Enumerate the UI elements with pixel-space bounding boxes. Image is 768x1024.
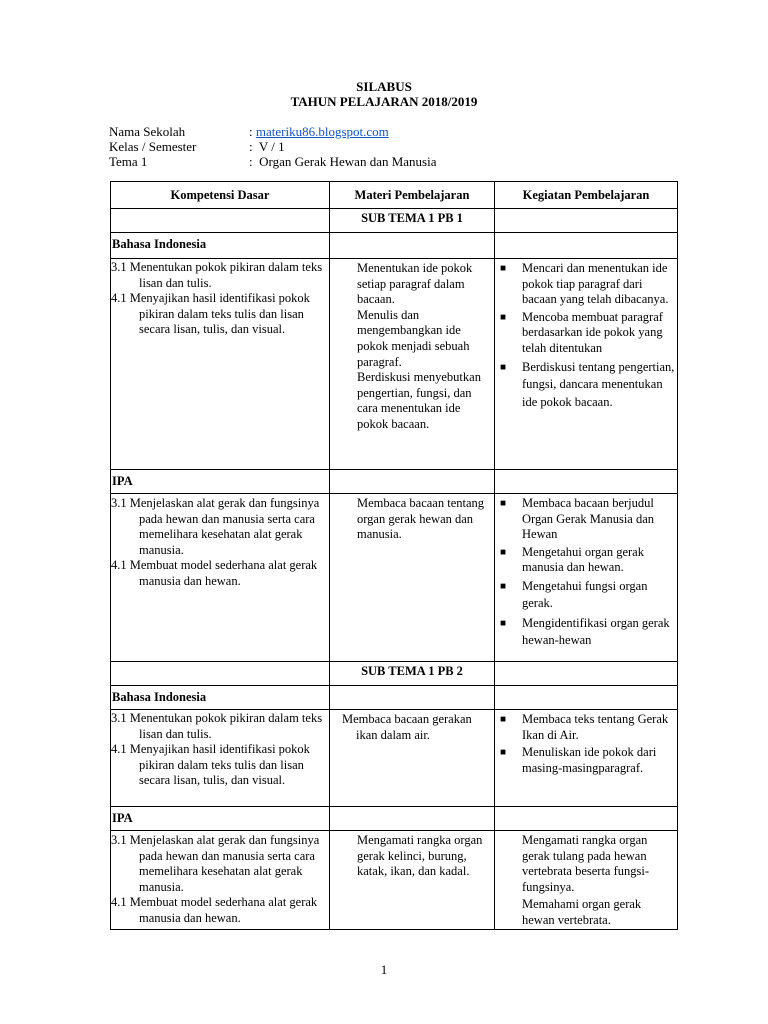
subject-label: IPA: [111, 470, 330, 494]
header-materi: Materi Pembelajaran: [330, 182, 495, 209]
header-kegiatan: Kegiatan Pembelajaran: [495, 182, 678, 209]
document-title: SILABUS: [356, 79, 412, 94]
subtema-row-2: [111, 662, 678, 686]
kd-list: 3.1 Menjelaskan alat gerak dan fungsinya pada hewan dan manusia serta cara memelihara kesehatan alat gerak manusia. 4.1 Membuat model sederhana alat gerak manusia dan hewan.: [111, 496, 320, 588]
page-number: 1: [380, 962, 388, 977]
subject-row-bahasa: [111, 686, 678, 710]
table-row: [111, 259, 678, 470]
kd-list: 3.1 Menentukan pokok pikiran dalam teks lisan dan tulis. 4.1 Menyajikan hasil identifikasi pokok pikiran dalam teks tulis dan lisan secara lisan, tulis, dan visual.: [111, 260, 323, 337]
subject-label: IPA: [111, 807, 330, 831]
table-row: [111, 710, 678, 807]
kegiatan-list: ■ Membaca teks tentang Gerak Ikan di Air. ■ Menuliskan ide pokok dari masing-masingparagraf.: [495, 712, 677, 776]
subject-label: Bahasa Indonesia: [111, 233, 330, 259]
document-subtitle: TAHUN PELAJARAN 2018/2019: [290, 94, 478, 109]
subtema-label: SUB TEMA 1 PB 1: [330, 209, 495, 233]
school-link[interactable]: materiku86.blogspot.com: [255, 124, 389, 139]
kegiatan-list: ■ Membaca bacaan berjudul Organ Gerak Manusia dan Hewan ■ Mengetahui organ gerak manusia dan hewan. ■ Mengetahui fungsi organ gerak. ■ Mengidentifikasi organ gerak hewan-hewan: [495, 496, 677, 650]
materi-cell: Menentukan ide pokok setiap paragraf dalam bacaan. Menulis dan mengembangkan ide pokok menjadi sebuah paragraf. Berdiskusi menyebutkan pengertian, fungsi, dan cara menentukan ide pokok bacaan.: [330, 259, 495, 470]
materi-cell: Mengamati rangka organ gerak kelinci, burung, katak, ikan, dan kadal.: [330, 831, 495, 930]
subtema-label: SUB TEMA 1 PB 2: [330, 662, 495, 686]
kegiatan-cell: Mengamati rangka organ gerak tulang pada hewan vertebrata beserta fungsi-fungsinya. Memahami organ gerak hewan vertebrata.: [495, 831, 678, 930]
table-row: [111, 831, 678, 930]
table-row: [111, 494, 678, 662]
table-header-row: [111, 182, 678, 209]
kegiatan-list: ■ Mencari dan menentukan ide pokok tiap paragraf dari bacaan yang telah dibacanya. ■ Mencoba membuat paragraf berdasarkan ide pokok yang telah ditentukan ■ Berdiskusi tentang pengertian, fungsi, dancara menentukan ide pokok bacaan.: [495, 261, 677, 411]
header-kompetensi: Kompetensi Dasar: [111, 182, 330, 209]
subject-row-ipa: [111, 470, 678, 494]
materi-cell: Membaca bacaan gerakan ikan dalam air.: [330, 710, 495, 807]
kd-list: 3.1 Menentukan pokok pikiran dalam teks lisan dan tulis. 4.1 Menyajikan hasil identifikasi pokok pikiran dalam teks tulis dan lisan secara lisan, tulis, dan visual.: [111, 711, 323, 788]
subject-row-ipa: [111, 807, 678, 831]
materi-cell: Membaca bacaan tentang organ gerak hewan dan manusia.: [330, 494, 495, 662]
subject-label: Bahasa Indonesia: [111, 686, 330, 710]
syllabus-table: [110, 181, 678, 930]
subtema-row-1: [111, 209, 678, 233]
kd-list: 3.1 Menjelaskan alat gerak dan fungsinya pada hewan dan manusia serta cara memelihara kesehatan alat gerak manusia. 4.1 Membuat model sederhana alat gerak manusia dan hewan.: [111, 833, 320, 925]
subject-row-bahasa: [111, 233, 678, 259]
